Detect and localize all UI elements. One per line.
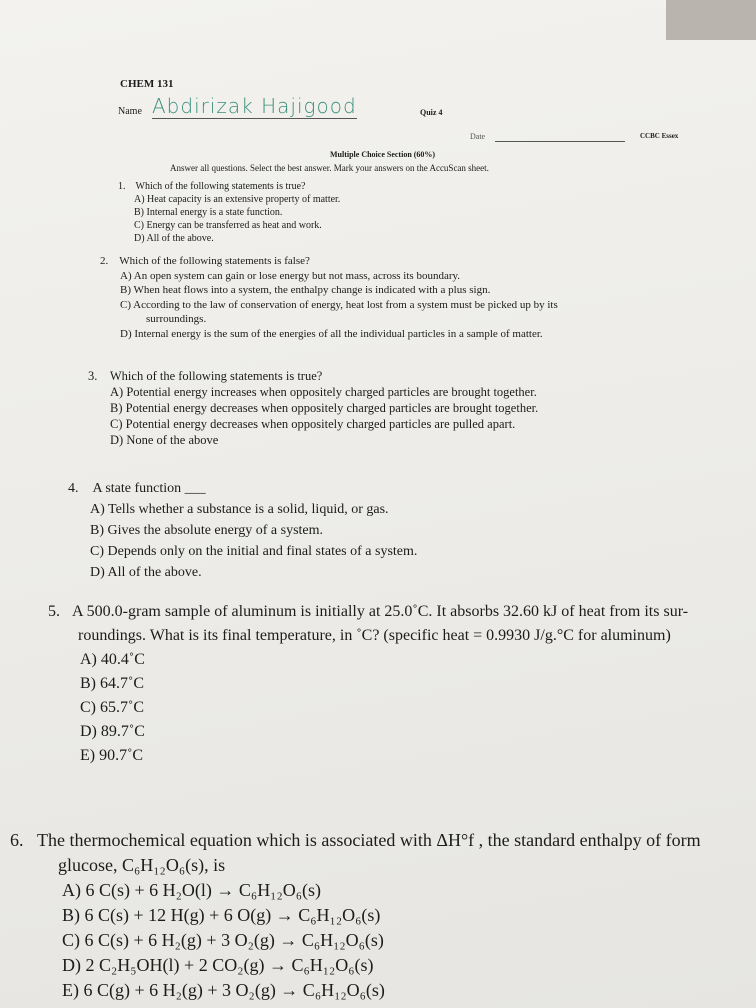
option: E) 90.7˚C [80,747,144,764]
instructions: Answer all questions. Select the best answer. Mark your answers on the AccuScan sheet. [170,163,489,173]
option: A) An open system can gain or lose energy but not mass, across its boundary. [120,269,461,282]
option: D) All of the above. [134,233,214,244]
question-number: 1. [118,181,126,192]
name-label: Name [118,106,142,117]
section-title: Multiple Choice Section (60%) [330,150,436,159]
date-field [495,141,625,142]
question-number: 5. [48,603,60,620]
question-5 [48,600,744,768]
option: C) Depends only on the initial and final states of a system. [90,544,418,559]
question-number: 2. [100,255,109,267]
question-text-cont: roundings. What is its final temperature, in ˚C? (specific heat = 0.9930 J/g.°C for aluminum) [78,627,671,644]
question-text-cont: glucose, C₆H₁₂O₆(s), is [58,855,226,875]
question-text: The thermochemical equation which is associated with ΔH°f , the standard enthalpy of form [37,830,701,850]
option-continuation: surroundings. [146,313,207,325]
option: B) 64.7˚C [80,675,144,692]
option: D) 89.7˚C [80,723,145,740]
question-text: A 500.0-gram sample of aluminum is initially at 25.0˚C. It absorbs 32.60 kJ of heat from its sur- [72,603,689,620]
option: E) 6 C(g) + 6 H₂(g) + 3 O₂(g) → C₆H₁₂O₆(s) [62,980,385,1000]
question-1 [118,180,744,245]
option: A) 6 C(s) + 6 H₂O(l) → C₆H₁₂O₆(s) [62,880,322,900]
option: C) Energy can be transferred as heat and work. [134,220,322,231]
question-3 [88,368,744,448]
option: B) Potential energy decreases when oppositely charged particles are brought together. [110,401,539,415]
option: A) 40.4˚C [80,651,145,668]
option: B) 6 C(s) + 12 H(g) + 6 O(g) → C₆H₁₂O₆(s) [62,905,381,925]
option: C) 6 C(s) + 6 H₂(g) + 3 O₂(g) → C₆H₁₂O₆(s) [62,930,384,950]
question-number: 4. [68,481,79,496]
option: D) 2 C₂H₅OH(l) + 2 CO₂(g) → C₆H₁₂O₆(s) [62,955,374,975]
background-corner [666,0,756,40]
question-text: Which of the following statements is false? [119,255,310,267]
option: C) 65.7˚C [80,699,144,716]
question-4 [68,478,744,583]
question-2 [100,254,744,341]
option: C) Potential energy decreases when oppositely charged particles are pulled apart. [110,417,516,431]
option: B) When heat flows into a system, the enthalpy change is indicated with a plus sign. [120,284,491,296]
question-text: Which of the following statements is true? [109,369,323,383]
quiz-label: Quiz 4 [420,108,443,117]
school-label: CCBC Essex [640,132,679,140]
option: A) Tells whether a substance is a solid, liquid, or gas. [90,502,389,517]
question-6 [10,828,744,1003]
date-label: Date [470,132,486,141]
question-number: 3. [88,369,98,383]
option: A) Heat capacity is an extensive property of matter. [134,194,341,205]
option: D) All of the above. [90,565,202,580]
question-number: 6. [10,830,24,850]
option: B) Gives the absolute energy of a system. [90,523,324,538]
option: B) Internal energy is a state function. [134,207,283,218]
question-text: A state function ___ [92,481,206,496]
question-text: Which of the following statements is true? [135,181,306,192]
option: D) Internal energy is the sum of the energies of all the individual particles in a sample of matter. [120,327,543,340]
option: C) According to the law of conservation of energy, heat lost from a system must be picked up by its [120,298,558,311]
option: A) Potential energy increases when oppositely charged particles are brought together. [110,385,537,399]
course-title: CHEM 131 [120,78,174,90]
name-value: Abdirizak Hajigood [152,94,357,118]
option: D) None of the above [110,433,219,447]
